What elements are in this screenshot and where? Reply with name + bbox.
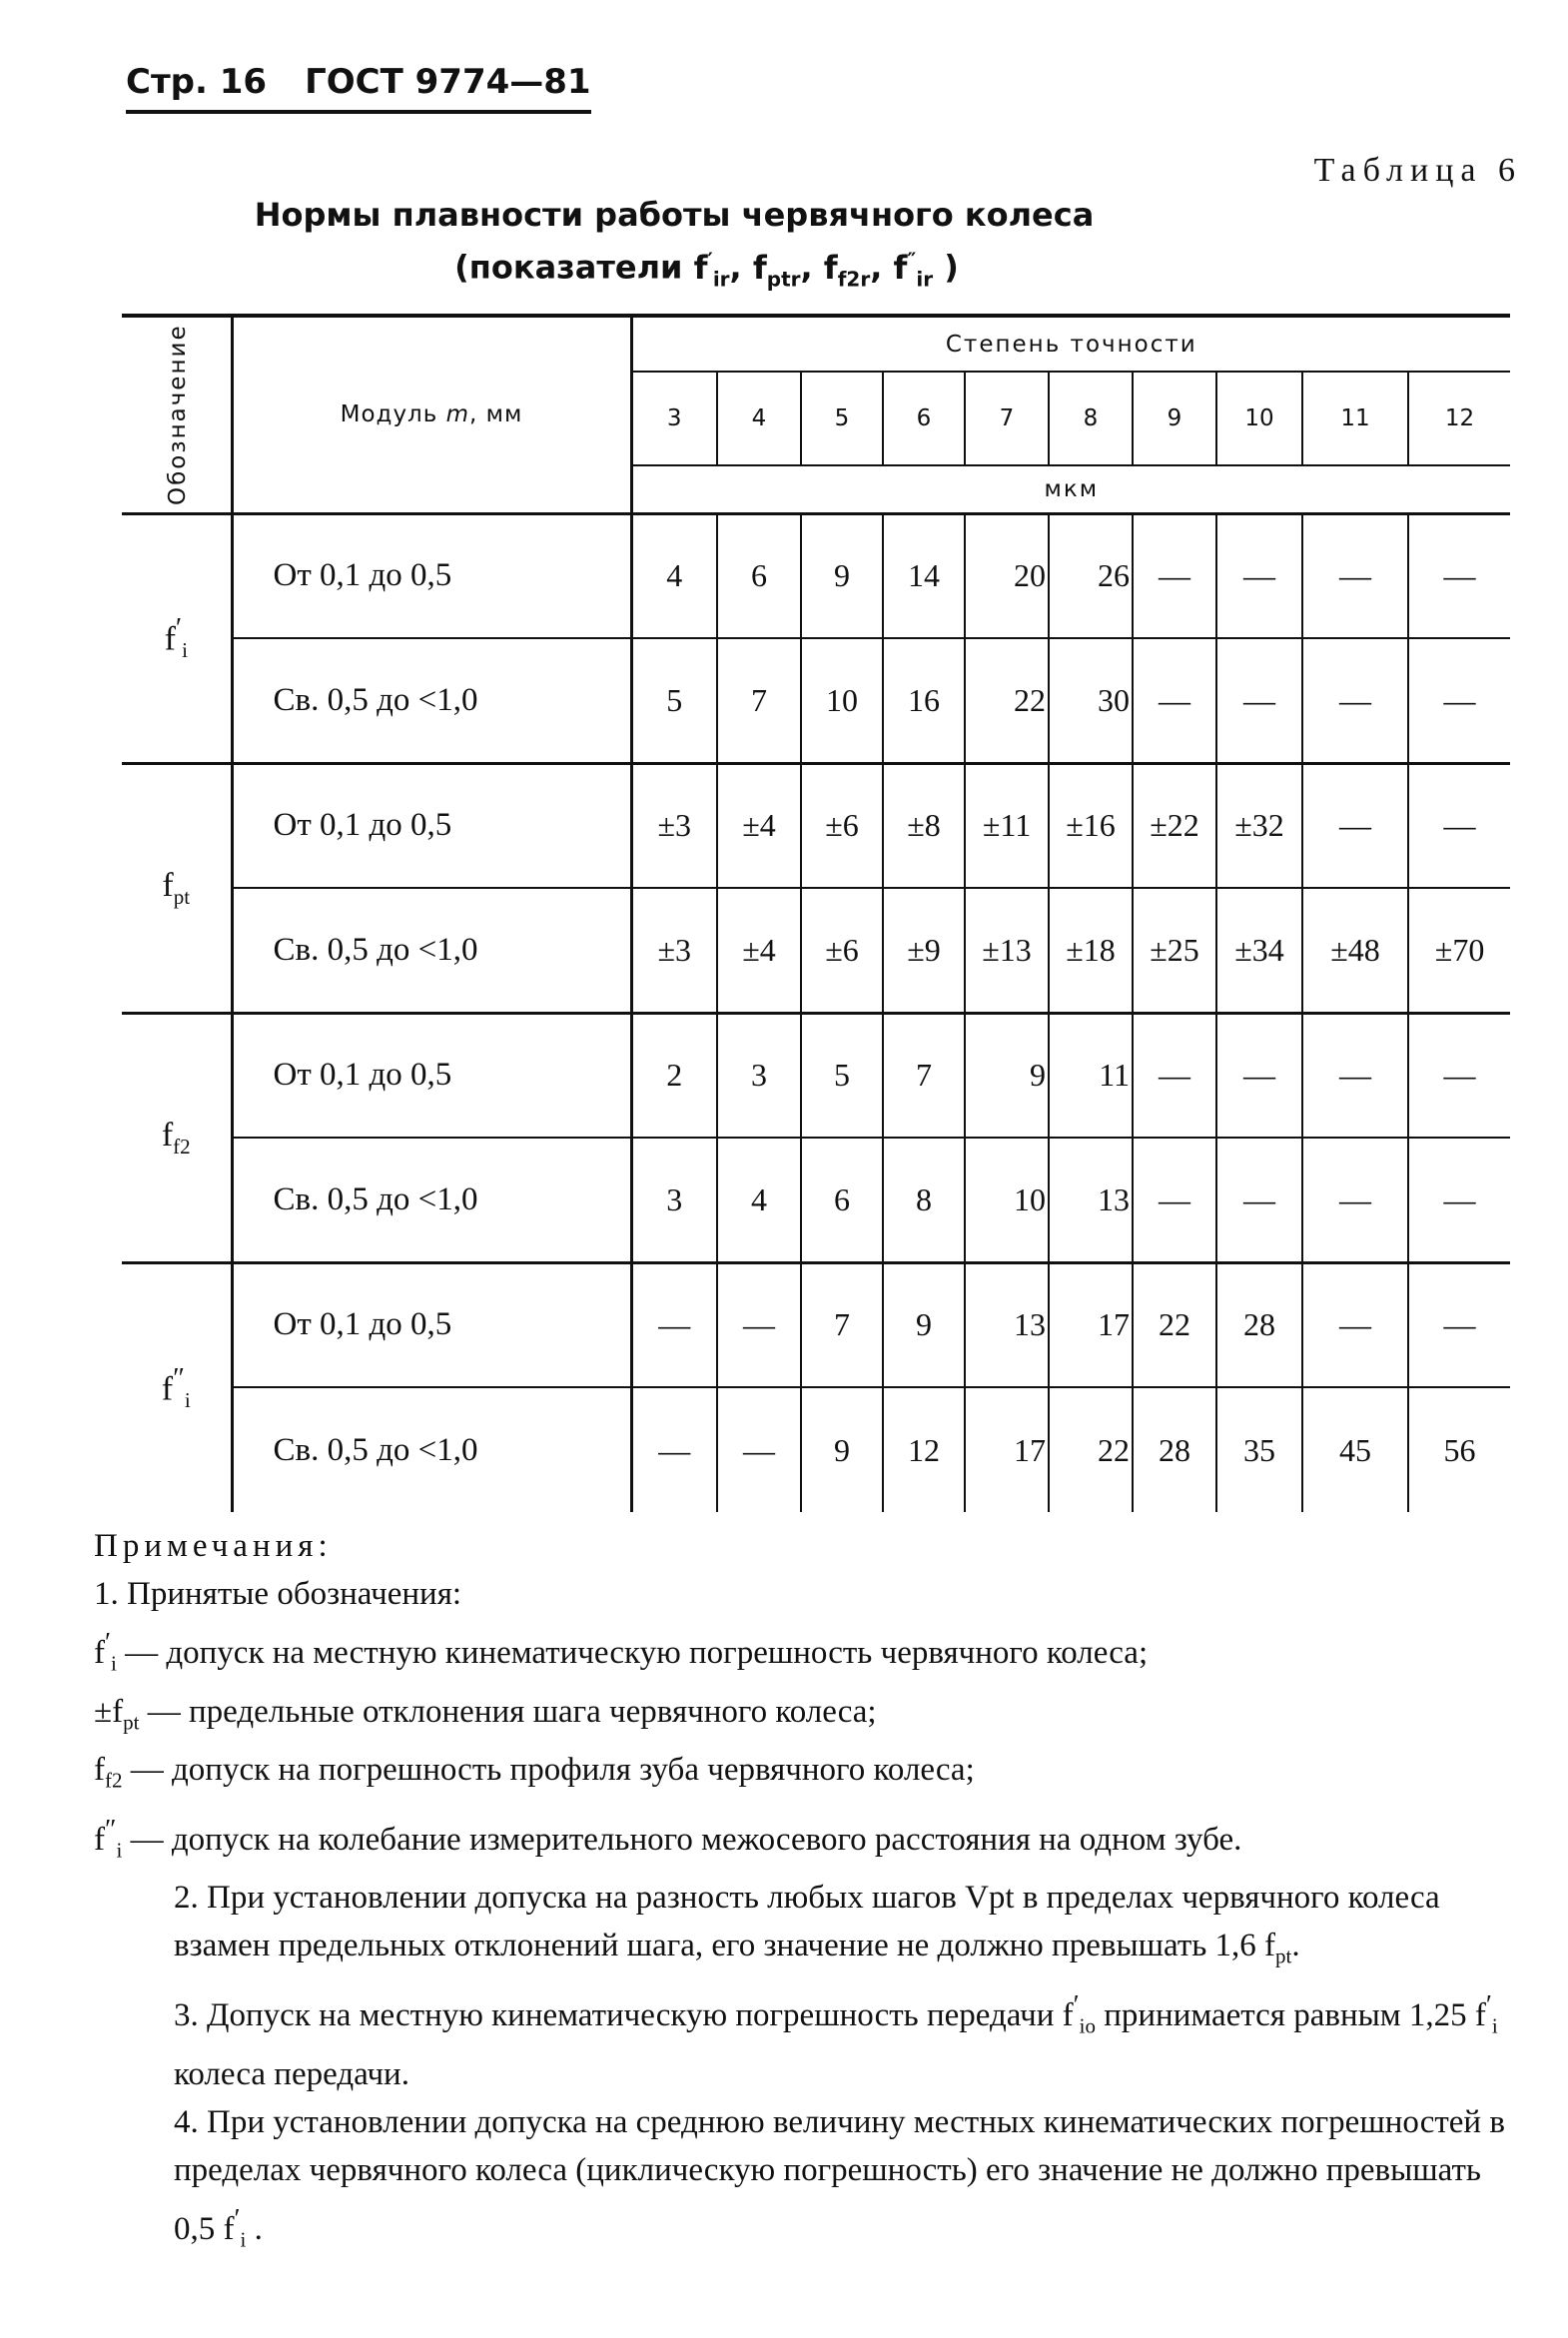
tolerance-value: 17 <box>1049 1262 1133 1387</box>
module-header <box>232 316 631 513</box>
tolerance-value: ±34 <box>1216 888 1302 1013</box>
tolerance-value: 4 <box>717 1138 801 1262</box>
grade-8: 8 <box>1049 372 1133 465</box>
table-row <box>122 1262 1510 1387</box>
tolerance-value: 9 <box>801 1387 883 1512</box>
tolerance-value: 8 <box>883 1138 965 1262</box>
grade-12: 12 <box>1408 372 1510 465</box>
tolerance-value: 3 <box>631 1138 717 1262</box>
table-row <box>122 638 1510 763</box>
tolerance-value: 2 <box>631 1013 717 1138</box>
tolerance-value: 20 <box>965 513 1049 638</box>
tolerance-value: — <box>631 1262 717 1387</box>
title-symbol: $f''_{ir}$ <box>893 248 934 292</box>
tolerance-value: ±18 <box>1049 888 1133 1013</box>
tolerance-value: 22 <box>1049 1387 1133 1512</box>
tolerance-value: 13 <box>1049 1138 1133 1262</box>
tolerance-value: 22 <box>1133 1262 1216 1387</box>
tolerance-value: — <box>1133 638 1216 763</box>
tolerance-value: 13 <box>965 1262 1049 1387</box>
module-range: Св. 0,5 до <1,0 <box>232 638 631 763</box>
grade-11: 11 <box>1302 372 1408 465</box>
grade-6: 6 <box>883 372 965 465</box>
tolerance-value: — <box>1216 1013 1302 1138</box>
tolerance-value: ±4 <box>717 763 801 888</box>
grade-5: 5 <box>801 372 883 465</box>
notes <box>94 1522 1508 2263</box>
tolerance-value: — <box>1133 513 1216 638</box>
tolerance-value: 56 <box>1443 1431 1476 1468</box>
tolerance-value: — <box>1408 1262 1510 1387</box>
grade-9: 9 <box>1133 372 1216 465</box>
table-row <box>122 1138 1510 1262</box>
tolerance-value: — <box>1408 513 1510 638</box>
note-1: 1. Принятые обозначения: <box>94 1576 462 1612</box>
tolerance-value: — <box>1216 513 1302 638</box>
tolerance-value: — <box>1408 1138 1510 1262</box>
tolerance-value: 9 <box>801 513 883 638</box>
tolerance-value: ±8 <box>883 763 965 888</box>
norms-table <box>122 314 1510 1512</box>
tolerance-value: ±32 <box>1216 763 1302 888</box>
tolerance-value: — <box>1302 1013 1408 1138</box>
designation-symbol: $f_{pt}$ <box>122 763 232 1013</box>
table-label: Таблица 6 <box>1313 152 1522 189</box>
accuracy-grade-header: Степень точности <box>631 316 1510 372</box>
tolerance-value: — <box>1302 513 1408 638</box>
module-range: От 0,1 до 0,5 <box>232 1262 631 1387</box>
tolerance-value: ±13 <box>965 888 1049 1013</box>
module-range: Св. 0,5 до <1,0 <box>232 888 631 1013</box>
tolerance-value: — <box>1302 638 1408 763</box>
tolerance-value: ±9 <box>883 888 965 1013</box>
note-3: 3. Допуск на местную кинематическую погрешность передачи $f'_{io}$ принимается равным 1,25 $f'_i$ колеса передачи. <box>174 1987 1498 2092</box>
table-subtitle: (показатели $f'_{ir}$, $f_{ptr}$, $f_{f2r}$, $f''_{ir}$ ) <box>454 248 959 292</box>
tolerance-value: 3 <box>717 1013 801 1138</box>
tolerance-value: ±22 <box>1133 763 1216 888</box>
tolerance-value: 7 <box>717 638 801 763</box>
tolerance-value: 11 <box>1049 1013 1133 1138</box>
tolerance-value: — <box>1216 1138 1302 1262</box>
table-title: Нормы плавности работы червячного колеса <box>254 196 1095 234</box>
notes-heading: Примечания: <box>94 1528 333 1564</box>
designation-symbol: $f'_i$ <box>122 513 232 763</box>
tolerance-value: 45 <box>1302 1387 1408 1512</box>
note-1d: $f''_i$ — допуск на колебание измерительного межосевого расстояния на одном зубе. <box>94 1812 1242 1863</box>
tolerance-value: 10 <box>801 638 883 763</box>
tolerance-value: ±3 <box>631 888 717 1013</box>
tolerance-value: — <box>717 1387 801 1512</box>
tolerance-value: 5 <box>801 1013 883 1138</box>
title-symbol: $f_{f2r}$ <box>823 248 871 292</box>
standard-number: ГОСТ 9774—81 <box>305 62 591 102</box>
tolerance-value: — <box>1408 638 1510 763</box>
tolerance-value: 28 <box>1133 1387 1216 1512</box>
tolerance-value: ±25 <box>1133 888 1216 1013</box>
tolerance-value: 6 <box>717 513 801 638</box>
designation-symbol: $f_{f2}$ <box>122 1013 232 1262</box>
note-4: 4. При установлении допуска на среднюю величину местных кинематических погрешностей в пределах червячного колеса (циклическую погрешность) его значение не должно превышать 0,5 $f'_i$ . <box>174 2103 1505 2252</box>
grade-4: 4 <box>717 372 801 465</box>
tolerance-value: ±3 <box>631 763 717 888</box>
tolerance-value: — <box>717 1262 801 1387</box>
tolerance-value: 9 <box>883 1262 965 1387</box>
module-range: От 0,1 до 0,5 <box>232 513 631 638</box>
title-symbol: $f'_{ir}$ <box>693 248 730 292</box>
title-symbol: $f_{ptr}$ <box>752 248 801 292</box>
module-range: От 0,1 до 0,5 <box>232 1013 631 1138</box>
tolerance-value: ±4 <box>717 888 801 1013</box>
module-header-text: Модуль m, мм <box>340 401 523 428</box>
tolerance-value: 9 <box>965 1013 1049 1138</box>
tolerance-value: 26 <box>1049 513 1133 638</box>
tolerance-value: ±70 <box>1408 888 1510 1013</box>
tolerance-value: 12 <box>883 1387 965 1512</box>
grade-10: 10 <box>1216 372 1302 465</box>
tolerance-value: — <box>1216 638 1302 763</box>
title-symbols: $f'_{ir}$, $f_{ptr}$, $f_{f2r}$, $f''_{ir}$ <box>693 248 934 292</box>
tolerance-value: — <box>1302 763 1408 888</box>
tolerance-value: 7 <box>883 1013 965 1138</box>
tolerance-value: ±6 <box>801 888 883 1013</box>
tolerance-value: — <box>1133 1138 1216 1262</box>
page-number: Стр. 16 <box>126 62 268 102</box>
tolerance-value: 7 <box>801 1262 883 1387</box>
tolerance-value: ±48 <box>1302 888 1408 1013</box>
grade-3: 3 <box>631 372 717 465</box>
note-1c: $f_{f2}$ — допуск на погрешность профиля зуба червячного колеса; <box>94 1752 975 1793</box>
tolerance-value: 16 <box>883 638 965 763</box>
note-1a: $f'_i$ — допуск на местную кинематическую погрешность червячного колеса; <box>94 1626 1149 1676</box>
module-range: Св. 0,5 до <1,0 <box>232 1138 631 1262</box>
unit-label: мкм <box>631 465 1510 513</box>
table-row <box>122 1387 1510 1512</box>
table-row <box>122 888 1510 1013</box>
tolerance-value: — <box>1302 1262 1408 1387</box>
table-row <box>122 513 1510 638</box>
tolerance-value: 5 <box>631 638 717 763</box>
tolerance-value: 22 <box>965 638 1049 763</box>
module-range: Св. 0,5 до <1,0 <box>232 1387 631 1512</box>
tolerance-value: 6 <box>801 1138 883 1262</box>
tolerance-value: — <box>1408 763 1510 888</box>
module-range: От 0,1 до 0,5 <box>232 763 631 888</box>
page-header <box>126 62 591 114</box>
tolerance-value: — <box>631 1387 717 1512</box>
tolerance-value: — <box>1408 1013 1510 1138</box>
note-1b: $\pm f_{pt}$ — предельные отклонения шага червячного колеса; <box>94 1693 877 1735</box>
tolerance-value: ±16 <box>1049 763 1133 888</box>
tolerance-value: — <box>1133 1013 1216 1138</box>
table-row <box>122 763 1510 888</box>
tolerance-value: 17 <box>965 1387 1049 1512</box>
tolerance-value: 28 <box>1216 1262 1302 1387</box>
tolerance-value: 10 <box>965 1138 1049 1262</box>
tolerance-value: — <box>1302 1138 1408 1262</box>
designation-header: Обозначение <box>122 316 232 513</box>
designation-symbol: $f''_i$ <box>122 1262 232 1512</box>
tolerance-value: 14 <box>883 513 965 638</box>
tolerance-value: 35 <box>1216 1387 1302 1512</box>
tolerance-value: ±6 <box>801 763 883 888</box>
tolerance-value: ±11 <box>965 763 1049 888</box>
tolerance-value: 4 <box>631 513 717 638</box>
tolerance-value: 30 <box>1049 638 1133 763</box>
table-row <box>122 1013 1510 1138</box>
note-2: 2. При установлении допуска на разность любых шагов Vpt в пределах червячного колеса взамен предельных отклонений шага, его значение не должно превышать 1,6 $f_{pt}$. <box>174 1880 1440 1968</box>
grade-7: 7 <box>965 372 1049 465</box>
